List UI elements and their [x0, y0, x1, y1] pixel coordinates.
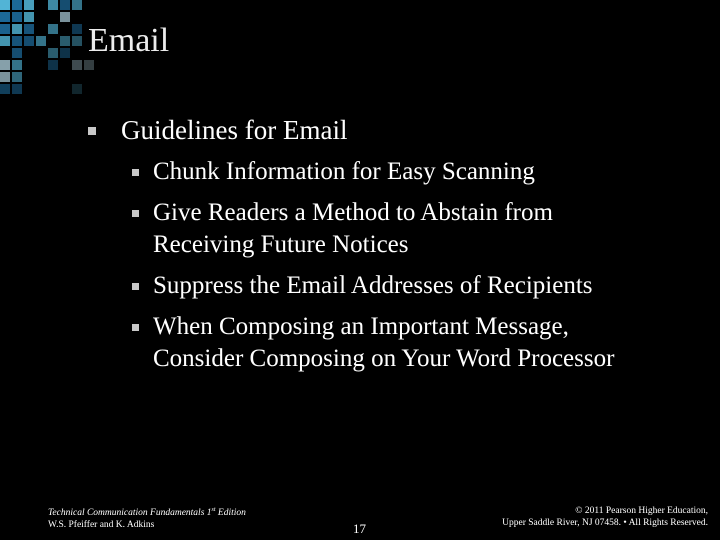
- mosaic-tile: [48, 60, 58, 70]
- mosaic-tile: [0, 72, 10, 82]
- footer-authors: W.S. Pfeiffer and K. Adkins: [48, 520, 155, 531]
- mosaic-tile: [72, 84, 82, 94]
- mosaic-tile: [48, 0, 58, 10]
- sub-bullet-text: Suppress the Email Addresses of Recipients: [153, 272, 593, 299]
- mosaic-tile: [60, 36, 70, 46]
- mosaic-tile: [24, 36, 34, 46]
- square-bullet-icon: [132, 324, 139, 331]
- page-number: 17: [353, 521, 366, 536]
- square-bullet-icon: [132, 169, 139, 176]
- mosaic-tile: [12, 12, 22, 22]
- mosaic-tile: [84, 60, 94, 70]
- mosaic-tile: [12, 48, 22, 58]
- mosaic-tile: [60, 0, 70, 10]
- mosaic-tile: [72, 24, 82, 34]
- main-bullet-text: Guidelines for Email: [121, 115, 348, 145]
- sub-bullet-item: [132, 311, 614, 375]
- copyright-line-2: Upper Saddle River, NJ 07458. • All Rights Reserved.: [502, 518, 708, 528]
- footer-copyright: [502, 505, 708, 529]
- square-bullet-icon: [88, 127, 96, 135]
- sub-bullet-item: [132, 156, 614, 188]
- sub-bullet-item: [132, 270, 614, 302]
- square-bullet-icon: [132, 283, 139, 290]
- mosaic-tile: [36, 36, 46, 46]
- sub-bullet-text: Chunk Information for Easy Scanning: [153, 158, 535, 185]
- square-bullet-icon: [132, 210, 139, 217]
- mosaic-tile: [24, 0, 34, 10]
- mosaic-tile: [48, 48, 58, 58]
- sub-bullet-item: [132, 197, 614, 261]
- sub-bullet-list: [132, 156, 614, 384]
- sub-bullet-text: When Composing an Important Message,: [153, 313, 569, 340]
- mosaic-tile: [72, 60, 82, 70]
- mosaic-tile: [12, 84, 22, 94]
- sub-bullet-text-continued: Receiving Future Notices: [153, 231, 409, 258]
- mosaic-tile: [24, 24, 34, 34]
- mosaic-tile: [12, 0, 22, 10]
- mosaic-tile: [0, 12, 10, 22]
- copyright-line-1: © 2011 Pearson Higher Education,: [575, 506, 708, 516]
- mosaic-tile: [12, 24, 22, 34]
- mosaic-tile: [72, 36, 82, 46]
- sub-bullet-text: Give Readers a Method to Abstain from: [153, 199, 553, 226]
- mosaic-tile: [0, 36, 10, 46]
- corner-mosaic-decoration: [0, 0, 100, 100]
- footer-book-credit: [48, 504, 246, 531]
- mosaic-tile: [48, 24, 58, 34]
- mosaic-tile: [0, 24, 10, 34]
- mosaic-tile: [12, 60, 22, 70]
- footer-book-title: Technical Communication Fundamentals 1st Edition: [48, 507, 246, 519]
- mosaic-tile: [12, 72, 22, 82]
- mosaic-tile: [60, 48, 70, 58]
- mosaic-tile: [72, 0, 82, 10]
- slide-title: Email: [88, 22, 170, 59]
- sub-bullet-text-continued: Consider Composing on Your Word Processor: [153, 345, 615, 372]
- mosaic-tile: [60, 12, 70, 22]
- mosaic-tile: [0, 84, 10, 94]
- mosaic-tile: [24, 12, 34, 22]
- mosaic-tile: [0, 60, 10, 70]
- mosaic-tile: [0, 0, 10, 10]
- mosaic-tile: [12, 36, 22, 46]
